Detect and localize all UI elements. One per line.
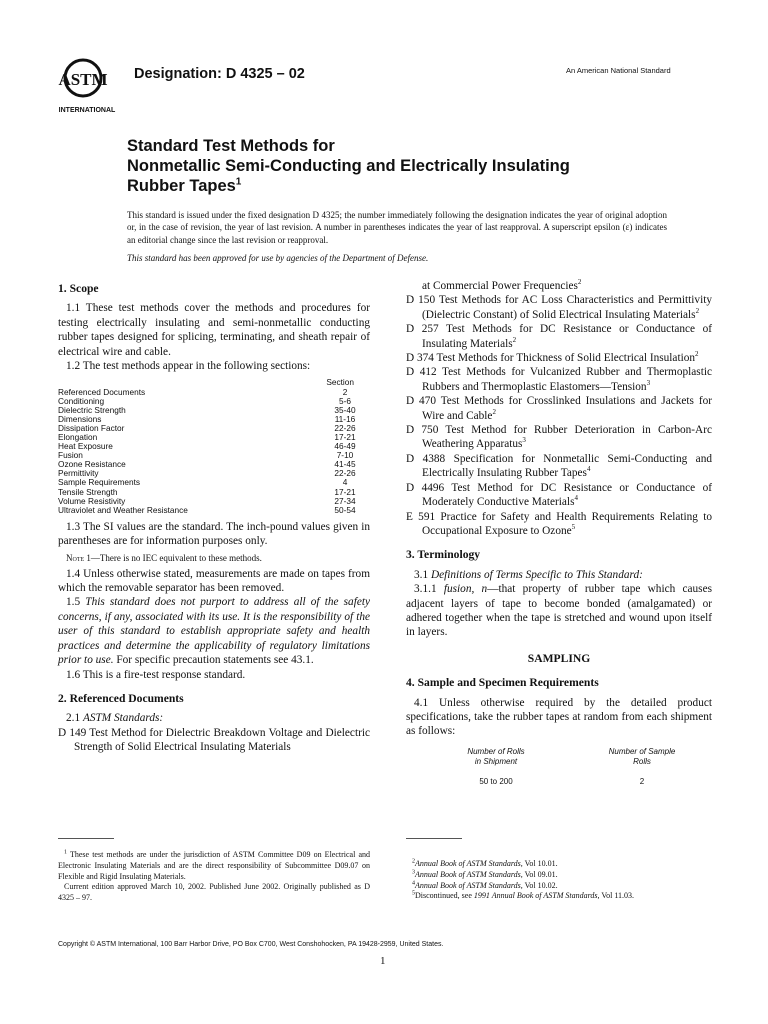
astm-logo-icon [57,54,123,116]
rolls-col2-line1: Number of Sample [608,746,676,756]
rolls-row-shipment: 50 to 200 [479,776,513,786]
logo-text: ASTM [58,70,108,89]
ref-d149-sup: 2 [577,278,582,287]
footnote-1-mark: 1 [64,849,67,856]
section-table-label: Volume Resistivity [58,495,126,506]
rolls-row-sample: 2 [639,776,645,786]
section-table [58,378,370,514]
title-line-2: Nonmetallic Semi-Conducting and Electrically Insulating [127,157,570,175]
rolls-col2-line2: Rolls [633,756,651,766]
footnotes-right [406,859,712,902]
para-1-2: 1.2 The test methods appear in the following sections: [66,360,311,373]
rolls-col-shipment [436,747,556,787]
section-table-number: 50-54 [334,504,356,515]
reference-footnote-mark: 2 [695,350,699,359]
section-table-row [58,424,370,433]
para-1-5 [58,595,370,667]
section-table-label: Dimensions [58,413,102,424]
section-table-number: 17-21 [334,486,356,497]
para-1-4: 1.4 Unless otherwise stated, measurements are made on tapes from which the removable separator has been removed. [58,567,370,595]
section-table-label: Sample Requirements [58,477,141,488]
section-table-number: 4 [342,477,348,488]
rolls-col-sample [582,747,702,787]
footnote-mark: 2 [412,858,415,865]
para-2-1-num: 2.1 [66,712,81,725]
footnote-1-edition: Current edition approved March 10, 2002. Published June 2002. Originally published as D 4325 – 97. [58,882,370,903]
para-3-1-label: Definitions of Terms Specific to This Standard: [430,568,643,581]
para-2-1-label: ASTM Standards: [82,712,164,725]
designation: Designation: D 4325 – 02 [134,66,305,82]
section-table-label: Elongation [58,432,98,442]
para-3-1-num: 3.1 [414,568,429,581]
footnote-5 [406,891,712,902]
terminology-heading: 3. Terminology [406,548,481,562]
reference-item [406,351,712,365]
footnote-4 [406,881,712,892]
section-table-label: Heat Exposure [58,441,113,452]
footnote-book: Annual Book of ASTM Standards [415,859,521,868]
section-table-label: Referenced Documents [58,386,146,397]
section-table-row [58,406,370,415]
para-1-6: 1.6 This is a fire-test response standard. [66,668,246,681]
para-3-1-1-term: fusion, n [443,583,488,596]
reference-text: E 591 Practice for Safety and Health Requirements Relating to Occupational Exposure to Ozone [406,510,712,537]
rolls-col1-line1: Number of Rolls [467,746,525,756]
footnotes-left [58,850,370,904]
section-table-label: Tensile Strength [58,486,118,497]
page-number: 1 [380,955,386,967]
reference-text: D 470 Test Methods for Crosslinked Insulations and Jackets for Wire and Cable [406,395,712,422]
rolls-table [406,747,712,787]
reference-text: D 412 Test Methods for Vulcanized Rubber and Thermoplastic Rubbers and Thermoplastic Elastomers—Tension [406,366,712,393]
reference-item [406,510,712,539]
section-table-label: Dissipation Factor [58,422,125,433]
section-table-label: Fusion [58,450,83,461]
section-table-label: Ultraviolet and Weather Resistance [58,504,188,515]
ref-d149-continued [406,279,712,293]
footnote-3 [406,870,712,881]
reference-footnote-mark: 3 [646,379,651,388]
section-table-number: 5-6 [339,395,351,406]
rolls-col1-line2: in Shipment [474,756,518,766]
section-table-number: 27-34 [334,495,356,506]
reference-item [406,423,712,452]
footnote-book: 1991 Annual Book of ASTM Standards [473,891,598,901]
footnote-2 [406,859,712,870]
section-table-row [58,460,370,469]
section-table-header: Section [326,377,354,388]
section-table-label: Conditioning [58,395,105,406]
scope-heading: 1. Scope [58,282,99,295]
ref-d149-continued-text: at Commercial Power Frequencies [422,280,578,292]
intro-paragraph: This standard is issued under the fixed designation D 4325; the number immediately following the designation indicates the year of original adoption or, in the case of revision, the year of last revision. A number in parentheses indicates the year of last reapproval. A superscript epsilon (ε) indicates an editorial change since the last revision or reapproval. [127,210,667,245]
american-national-standard-label: An American National Standard [566,66,671,75]
copyright-line: Copyright © ASTM International, 100 Barr Harbor Drive, PO Box C700, West Conshohocken, PA 19428-2959, United States. [58,941,444,948]
para-1-5-num: 1.5 [66,596,81,609]
para-3-1-1-num: 3.1.1 [414,583,437,596]
section-table-number: 41-45 [334,459,356,470]
title-footnote-mark: 1 [235,176,242,188]
title-line-1: Standard Test Methods for [127,137,335,155]
note-text: 1—There is no IEC equivalent to these methods. [86,552,262,563]
reference-footnote-mark: 2 [492,407,496,416]
para-3-1 [406,568,712,582]
section-4-heading: 4. Sample and Specimen Requirements [406,676,599,690]
logo-subtext: INTERNATIONAL [58,107,116,114]
reference-text: D 750 Test Method for Rubber Deterioration in Carbon-Arc Weathering Apparatus [406,424,712,451]
reference-item [406,322,712,351]
section-table-row [58,388,370,397]
reference-text: D 4388 Specification for Nonmetallic Semi-Conducting and Electrically Insulating Rubber Tapes [406,452,712,480]
section-table-label: Permittivity [58,468,99,479]
para-2-1 [58,711,370,725]
left-column [58,282,370,755]
reference-footnote-mark: 5 [571,523,576,532]
footnote-1 [58,850,370,882]
section-table-number: 17-21 [334,432,356,442]
section-table-number: 22-26 [334,422,356,433]
reference-text: D 4496 Test Method for DC Resistance or Conductance of Moderately Conductive Materials [406,481,712,509]
section-table-number: 46-49 [334,441,356,452]
footnote-rule-right [406,838,462,839]
reference-footnote-mark: 2 [695,307,700,316]
section-table-row [58,506,370,515]
reference-text: D 257 Test Methods for DC Resistance or Conductance of Insulating Materials [406,323,712,350]
para-1-5-italic: This standard does not purport to address all of the safety concerns, if any, associated with its use. It is the responsibility of the user of this standard to establish appropriate safety and health practices and determine the applicability of regulatory limitations prior to use. [58,596,371,667]
para-1-5-rest: For specific precaution statements see 43.1. [116,654,314,667]
section-table-label: Dielectric Strength [58,404,126,415]
reference-text: D 374 Test Methods for Thickness of Solid Electrical Insulation [406,352,696,365]
approval-statement: This standard has been approved for use by agencies of the Department of Defense. [127,253,429,263]
footnote-rule-left [58,838,114,839]
reference-item [406,452,712,481]
section-table-label: Ozone Resistance [58,459,126,470]
reference-item [406,394,712,423]
footnote-1-text: These test methods are under the jurisdiction of ASTM Committee D09 on Electrical and Electronic Insulating Materials and are the direct responsibility of Subcommittee D09.07 on Flexible and Rigid Insulating Materials. [58,850,370,881]
footnote-mark: 3 [412,869,415,876]
para-4-1: 4.1 Unless otherwise required by the detailed product specifications, take the rubber tapes at random from each shipment as follows: [406,696,712,738]
note-label: Note [66,552,85,563]
footnote-volume: , Vol 09.01. [520,869,558,879]
footnote-book: Annual Book of ASTM Standards [415,880,521,890]
section-table-number: 2 [342,386,348,397]
footnote-volume: , Vol 10.02. [520,880,558,890]
document-title [127,136,647,196]
reference-item [406,293,712,322]
reference-item [406,481,712,510]
para-1-3: 1.3 The SI values are the standard. The inch-pound values given in parentheses are for information purposes only. [58,520,370,548]
para-3-1-1 [406,582,712,640]
footnote-volume: , Vol 11.03. [597,891,635,901]
footnote-pre: Discontinued, see [415,891,474,901]
refdocs-heading: 2. Referenced Documents [58,691,184,705]
section-table-number: 11-16 [334,413,356,424]
reference-footnote-mark: 2 [512,335,517,344]
footnote-mark: 4 [412,879,415,886]
reference-footnote-mark: 4 [586,465,591,474]
section-table-row [58,442,370,451]
title-line-3: Rubber Tapes [127,177,236,195]
reference-footnote-mark: 3 [522,436,526,445]
note-1 [66,552,370,564]
para-1-1: 1.1 These test methods cover the methods and procedures for testing electrically insulating and semi-nonmetallic conducting rubber tapes designed for splicing, terminating, and sheath repair of electrical wire and cable. [58,302,370,358]
section-table-number: 35-40 [334,404,356,415]
sampling-heading: SAMPLING [527,651,591,665]
footnote-book: Annual Book of ASTM Standards [415,869,521,879]
footnote-volume: , Vol 10.01. [520,859,558,868]
reference-list [406,293,712,538]
right-column [406,279,712,787]
footnote-mark: 5 [412,890,415,897]
section-table-number: 22-26 [334,468,356,479]
section-table-number: 7-10 [336,450,354,461]
reference-item [406,365,712,394]
reference-footnote-mark: 4 [574,494,578,503]
para-3-1-1-text: —that property of rubber tape which causes adjacent layers of tape to become bonded (amalgamated) or adhered together when the tape is stretched and wound upon itself in layers. [406,583,712,639]
reference-text: D 150 Test Methods for AC Loss Characteristics and Permittivity (Dielectric Constant) of Solid Electrical Insulating Materials [406,294,712,321]
ref-d149: D 149 Test Method for Dielectric Breakdown Voltage and Dielectric Strength of Solid Electrical Insulating Materials [58,726,370,754]
